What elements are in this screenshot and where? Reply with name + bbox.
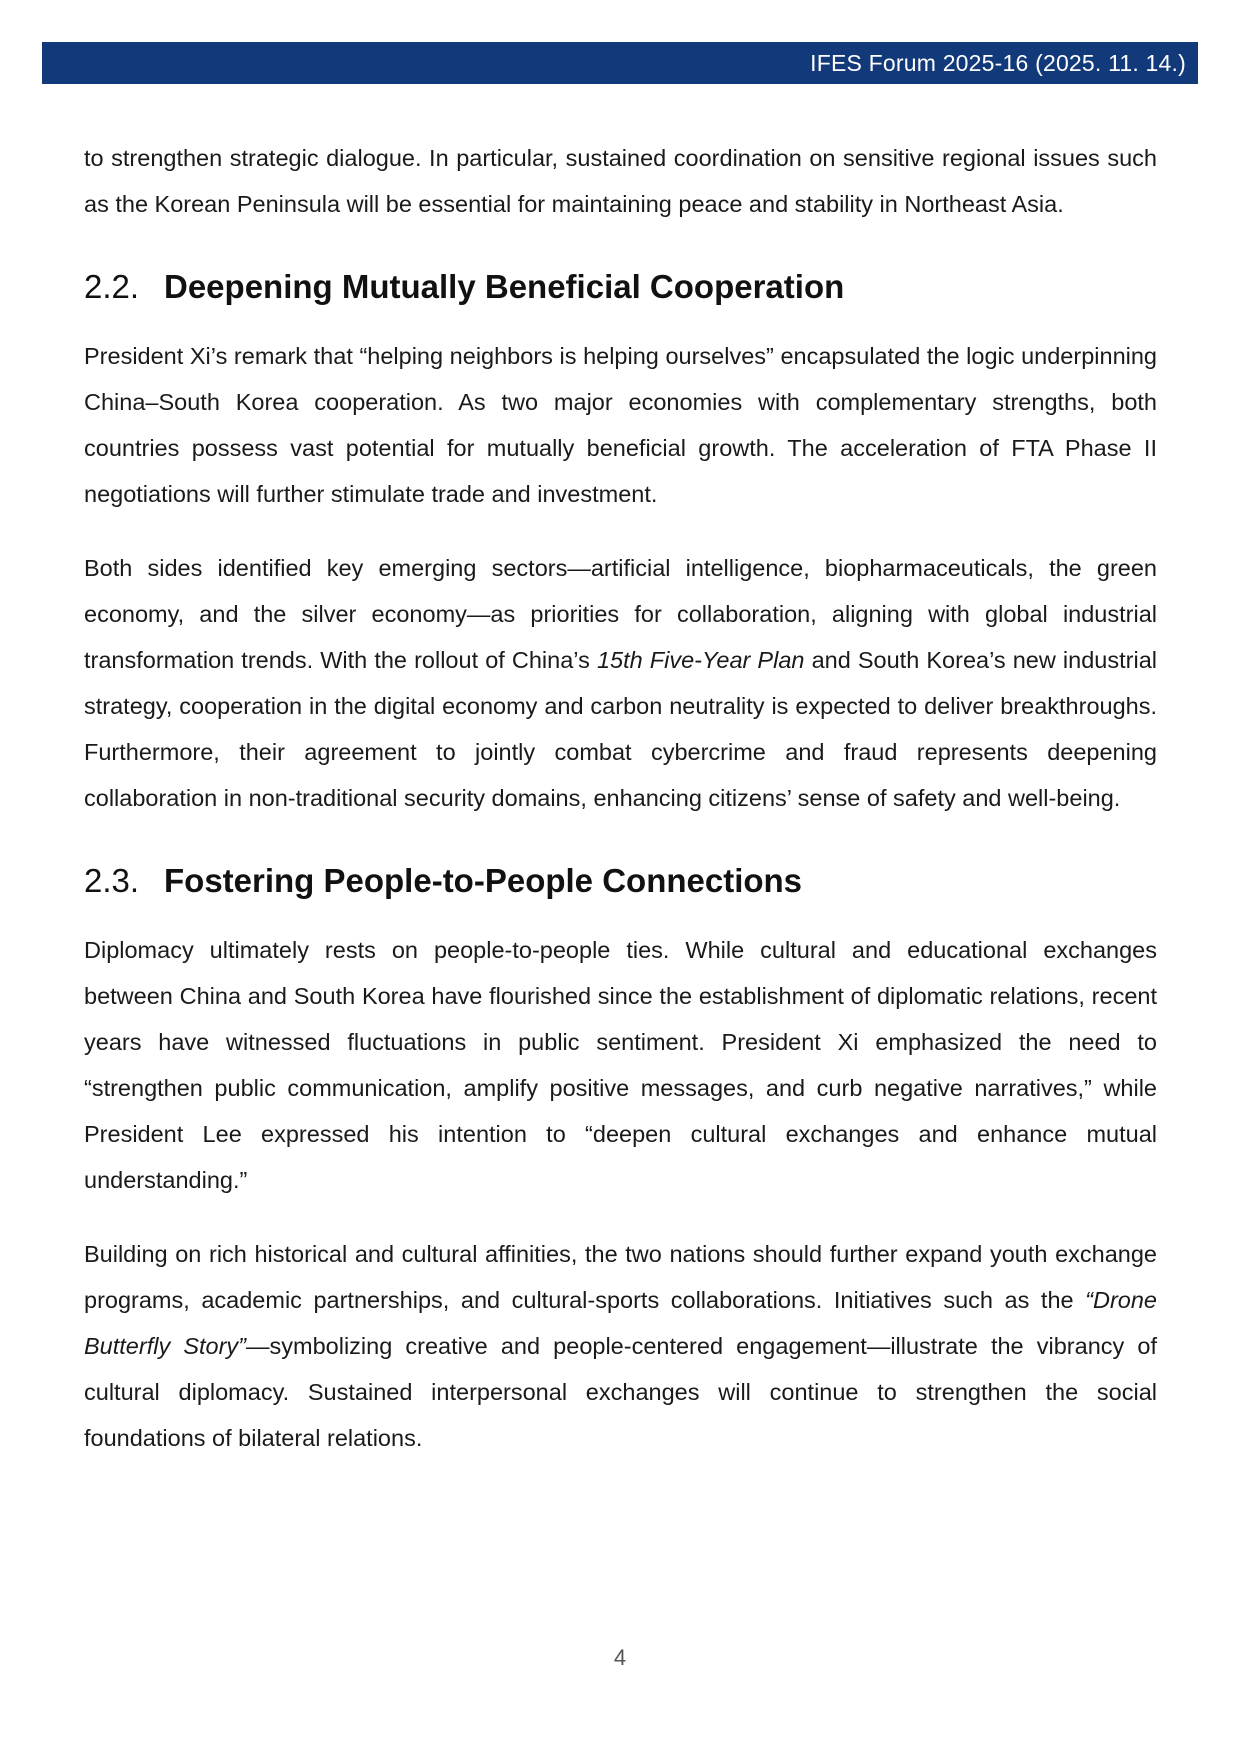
header-label: IFES Forum 2025-16 (2025. 11. 14.)	[810, 49, 1186, 76]
document-body	[84, 135, 1157, 1489]
section-heading-2-3	[84, 859, 1157, 903]
italic-title: “Drone Butterfly Story”	[84, 1287, 1157, 1359]
body-paragraph: President Xi’s remark that “helping neighbors is helping ourselves” encapsulated the logic underpinning China–South Korea cooperation. As two major economies with complementary strengths, both countries possess vast potential for mutually beneficial growth. The acceleration of FTA Phase II negotiations will further stimulate trade and investment.	[84, 343, 1157, 507]
section-heading-2-2	[84, 265, 1157, 309]
body-paragraph	[84, 545, 1157, 821]
body-paragraph	[84, 1231, 1157, 1461]
page-number: 4	[613, 1645, 627, 1670]
section-title: Fostering People-to-People Connections	[164, 862, 803, 899]
body-paragraph: Diplomacy ultimately rests on people-to-people ties. While cultural and educational exchanges between China and South Korea have flourished since the establishment of diplomatic relations, recent years have witnessed fluctuations in public sentiment. President Xi emphasized the need to “strengthen public communication, amplify positive messages, and curb negative narratives,” while President Lee expressed his intention to “deepen cultural exchanges and enhance mutual understanding.”	[84, 937, 1157, 1193]
text-run: —symbolizing creative and people-centered engagement—illustrate the vibrancy of cultural diplomacy. Sustained interpersonal exchanges will continue to strengthen the social foundations of bilateral relations.	[84, 1333, 1158, 1451]
header-bar	[42, 42, 1198, 84]
section-title: Deepening Mutually Beneficial Cooperation	[164, 268, 845, 305]
intro-paragraph: to strengthen strategic dialogue. In particular, sustained coordination on sensitive regional issues such as the Korean Peninsula will be essential for maintaining peace and stability in Northeast Asia.	[84, 145, 1157, 217]
italic-title: 15th Five-Year Plan	[596, 647, 805, 673]
section-number: 2.3.	[84, 862, 140, 899]
text-run: Building on rich historical and cultural affinities, the two nations should further expand youth exchange programs, academic partnerships, and cultural-sports collaborations. Initiatives such as the	[84, 1241, 1157, 1313]
section-number: 2.2.	[84, 268, 140, 305]
text-run: Both sides identified key emerging sectors—artificial intelligence, biopharmaceuticals, the green economy, and the silver economy—as priorities for collaboration, aligning with global industrial transformation trends. With the rollout of China’s	[84, 555, 1157, 673]
text-run: and South Korea’s new industrial strategy, cooperation in the digital economy and carbon neutrality is expected to deliver breakthroughs. Furthermore, their agreement to jointly combat cybercrime and fraud represents deepening collaboration in non-traditional security domains, enhancing citizens’ sense of safety and well-being.	[84, 647, 1157, 811]
